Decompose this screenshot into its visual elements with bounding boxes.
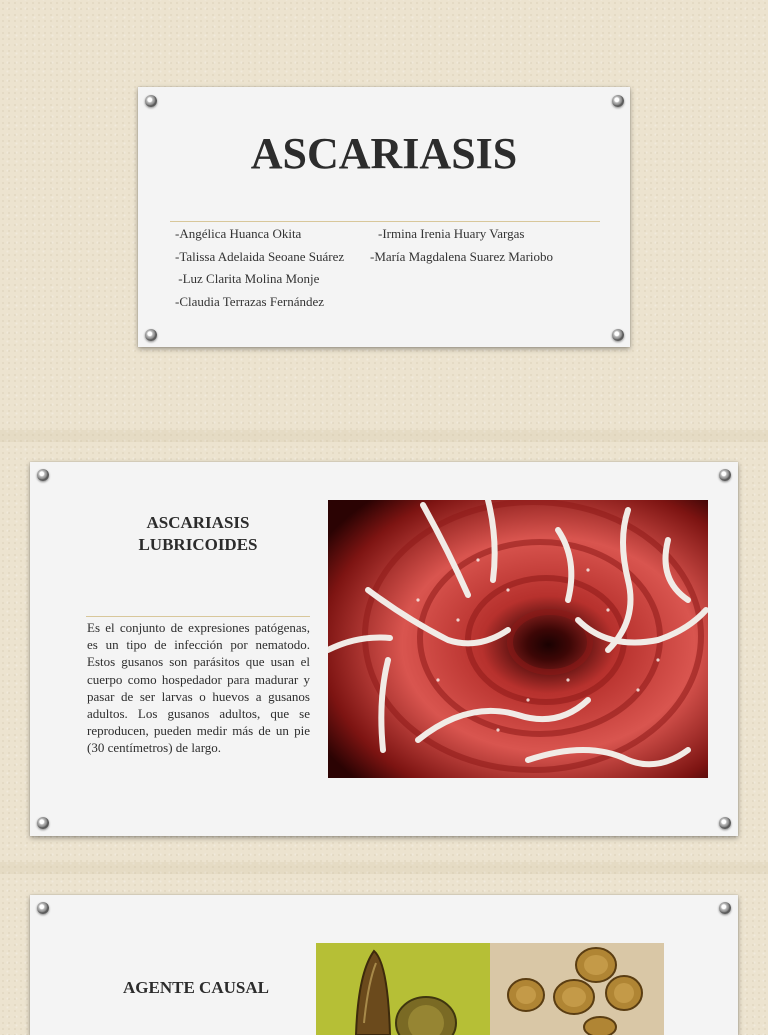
parasite-eggs-image — [490, 943, 664, 1035]
author-name: -Irmina Irenia Huary Vargas — [378, 226, 525, 241]
larva-micrograph — [316, 943, 490, 1035]
intestine-worms-image — [328, 500, 708, 778]
slide-heading — [86, 512, 310, 556]
author-name: -Talissa Adelaida Seoane Suárez — [175, 249, 345, 264]
pin-icon — [612, 95, 624, 107]
pin-icon — [145, 329, 157, 341]
pin-icon — [37, 817, 49, 829]
slide-separator — [0, 862, 768, 874]
pin-icon — [612, 329, 624, 341]
slide-heading-line: ASCARIASIS — [146, 513, 250, 532]
agente-causal-slide[interactable] — [30, 895, 738, 1035]
pin-icon — [37, 469, 49, 481]
divider — [86, 616, 310, 617]
slide-title: ASCARIASIS — [250, 129, 518, 178]
eggs-micrograph — [490, 943, 664, 1035]
pin-icon — [37, 902, 49, 914]
pin-icon — [719, 469, 731, 481]
slide-separator — [0, 430, 768, 442]
author-name: -Angélica Huanca Okita — [175, 226, 302, 241]
author-name: -Claudia Terrazas Fernández — [175, 294, 324, 309]
divider — [170, 221, 600, 222]
pin-icon — [145, 95, 157, 107]
slide-heading: AGENTE CAUSAL — [123, 978, 269, 997]
pin-icon — [719, 817, 731, 829]
intestine-illustration — [328, 500, 708, 778]
parasite-larva-image — [316, 943, 490, 1035]
definition-text: Es el conjunto de expresiones patógenas, es un tipo de infección por nematodo. Estos gusanos son parásitos que usan el cuerpo como hospedador para madurar y pasar de ser larvas o huevos a gusanos adultos. Los gusanos adultos, que se reproducen, pueden medir más de un pie (30 centímetros) de largo. — [87, 620, 310, 756]
slide-heading-line: LUBRICOIDES — [138, 535, 258, 554]
pin-icon — [719, 902, 731, 914]
author-name: -Luz Clarita Molina Monje — [175, 271, 320, 286]
author-name: -María Magdalena Suarez Mariobo — [370, 249, 554, 264]
definition-slide[interactable] — [30, 462, 738, 836]
title-slide[interactable] — [138, 87, 630, 347]
